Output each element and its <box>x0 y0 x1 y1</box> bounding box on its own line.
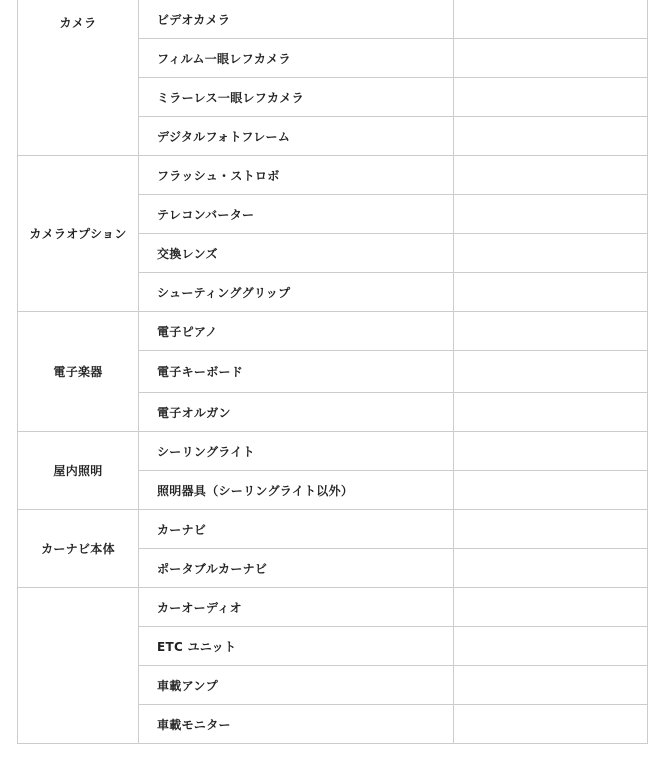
category-cell-camera: カメラ <box>18 0 139 156</box>
item-cell: 照明器具（シーリングライト以外） <box>139 471 454 510</box>
item-cell: ポータブルカーナビ <box>139 549 454 588</box>
category-cell-electronic-instruments: 電子楽器 <box>18 312 139 432</box>
category-cell-camera-options: カメラオプション <box>18 156 139 312</box>
item-cell: ビデオカメラ <box>139 0 454 39</box>
empty-cell <box>454 78 648 117</box>
product-category-table-container <box>17 0 647 744</box>
item-cell: ミラーレス一眼レフカメラ <box>139 78 454 117</box>
table-row <box>18 588 648 627</box>
item-cell: テレコンバーター <box>139 195 454 234</box>
category-cell-car-navigation: カーナビ本体 <box>18 510 139 588</box>
item-cell: 車載モニター <box>139 705 454 744</box>
item-cell: 電子オルガン <box>139 393 454 432</box>
empty-cell <box>454 549 648 588</box>
empty-cell <box>454 234 648 273</box>
empty-cell <box>454 312 648 351</box>
item-cell: 交換レンズ <box>139 234 454 273</box>
empty-cell <box>454 117 648 156</box>
empty-cell <box>454 273 648 312</box>
table-row <box>18 432 648 471</box>
empty-cell <box>454 195 648 234</box>
item-cell: シーリングライト <box>139 432 454 471</box>
item-cell: フラッシュ・ストロボ <box>139 156 454 195</box>
empty-cell <box>454 471 648 510</box>
item-cell: 電子キーボード <box>139 351 454 393</box>
empty-cell <box>454 510 648 549</box>
empty-cell <box>454 627 648 666</box>
table-row <box>18 510 648 549</box>
item-cell: シューティンググリップ <box>139 273 454 312</box>
empty-cell <box>454 156 648 195</box>
category-cell-car-audio <box>18 588 139 744</box>
empty-cell <box>454 432 648 471</box>
item-cell: カーナビ <box>139 510 454 549</box>
empty-cell <box>454 393 648 432</box>
empty-cell <box>454 705 648 744</box>
item-cell: 電子ピアノ <box>139 312 454 351</box>
table-row <box>18 312 648 351</box>
table-row <box>18 0 648 39</box>
empty-cell <box>454 666 648 705</box>
empty-cell <box>454 351 648 393</box>
category-cell-indoor-lighting: 屋内照明 <box>18 432 139 510</box>
item-cell: 車載アンプ <box>139 666 454 705</box>
table-row <box>18 156 648 195</box>
empty-cell <box>454 39 648 78</box>
item-cell: デジタルフォトフレーム <box>139 117 454 156</box>
empty-cell <box>454 0 648 39</box>
empty-cell <box>454 588 648 627</box>
item-cell: フィルム一眼レフカメラ <box>139 39 454 78</box>
item-cell: ETC ユニット <box>139 627 454 666</box>
item-cell: カーオーディオ <box>139 588 454 627</box>
product-category-table <box>17 0 648 744</box>
